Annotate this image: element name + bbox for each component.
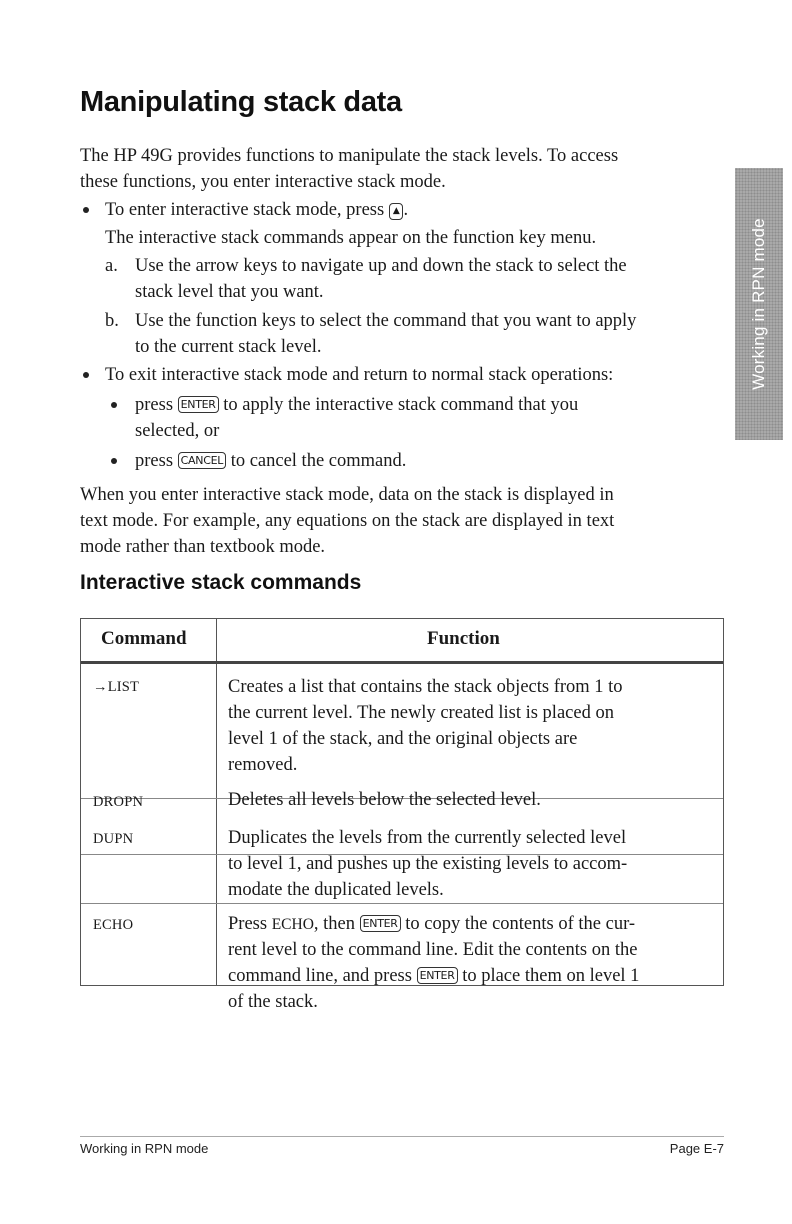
step-a-marker: a. xyxy=(105,256,118,276)
bullet-exit-mode: To exit interactive stack mode and return to normal stack operations: xyxy=(105,365,614,385)
step-b-marker: b. xyxy=(105,311,119,331)
header-function: Function xyxy=(427,628,500,649)
command-dupn: DUPN xyxy=(93,831,134,847)
enter-key-icon: ENTER xyxy=(360,915,401,932)
sub-bullet-enter-post: to apply the interactive stack command that you xyxy=(223,395,579,415)
intro-line-2: these functions, you enter interactive stack mode. xyxy=(80,172,446,192)
header-command: Command xyxy=(101,628,187,649)
section-title: Interactive stack commands xyxy=(80,571,362,594)
cancel-key-icon: CANCEL xyxy=(178,452,226,469)
side-tab xyxy=(735,168,783,440)
menu-note: The interactive stack commands appear on the function key menu. xyxy=(105,228,597,248)
sub-bullet-enter xyxy=(135,392,578,418)
para2-line-3: mode rather than textbook mode. xyxy=(80,537,326,557)
bullet-dot xyxy=(83,207,89,213)
function-line: level 1 of the stack, and the original objects are xyxy=(228,729,578,749)
function-line: to level 1, and pushes up the existing levels to accom- xyxy=(228,854,628,874)
step-b-line-1: Use the function keys to select the command that you want to apply xyxy=(135,311,637,331)
sub-bullet-dot xyxy=(111,458,117,464)
echo-line3-pre: command line, and press xyxy=(228,966,412,986)
side-tab-label: Working in RPN mode xyxy=(749,218,768,390)
echo-line3-post: to place them on level 1 xyxy=(462,966,640,986)
commands-table xyxy=(80,618,724,1012)
function-line xyxy=(228,911,635,938)
echo-inline-command: ECHO xyxy=(271,916,314,933)
echo-line-mid: , then xyxy=(313,914,355,934)
command-dropn: DROPN xyxy=(93,794,144,810)
command-echo: ECHO xyxy=(93,917,134,933)
function-line: of the stack. xyxy=(228,992,318,1012)
para2-line-2: text mode. For example, any equations on the stack are displayed in text xyxy=(80,511,615,531)
header-rule xyxy=(81,661,723,664)
function-line: removed. xyxy=(228,755,298,775)
bullet-enter-mode xyxy=(105,197,408,223)
bullet-dot xyxy=(83,372,89,378)
function-line xyxy=(228,963,639,989)
function-line: the current level. The newly created list is placed on xyxy=(228,703,614,723)
function-line: rent level to the command line. Edit the contents on the xyxy=(228,940,638,960)
sub-bullet-enter-line-2: selected, or xyxy=(135,421,220,441)
function-line: Creates a list that contains the stack objects from 1 to xyxy=(228,677,623,697)
function-line: Deletes all levels below the selected level. xyxy=(228,790,541,810)
sub-bullet-cancel-pre: press xyxy=(135,451,174,471)
intro-line-1: The HP 49G provides functions to manipulate the stack levels. To access xyxy=(80,146,619,166)
page-title: Manipulating stack data xyxy=(80,86,402,118)
enter-key-icon: ENTER xyxy=(417,967,458,984)
command-tolist: →LIST xyxy=(93,679,140,695)
row-divider xyxy=(81,903,723,904)
sub-bullet-enter-pre: press xyxy=(135,395,174,415)
sub-bullet-cancel-post: to cancel the command. xyxy=(230,451,407,471)
echo-line-post: to copy the contents of the cur- xyxy=(405,914,636,934)
footer-chapter: Working in RPN mode xyxy=(80,1141,209,1156)
function-line: Duplicates the levels from the currently selected level xyxy=(228,828,627,848)
footer-rule xyxy=(80,1136,724,1137)
enter-key-icon: ENTER xyxy=(178,396,219,413)
bullet-enter-period: . xyxy=(403,200,409,220)
para2-line-1: When you enter interactive stack mode, data on the stack is displayed in xyxy=(80,485,614,505)
step-a-line-2: stack level that you want. xyxy=(135,282,324,302)
step-b-line-2: to the current stack level. xyxy=(135,337,322,357)
up-arrow-key-icon: ▲ xyxy=(389,203,404,220)
sub-bullet-cancel xyxy=(135,448,406,474)
column-divider xyxy=(216,619,217,985)
sub-bullet-dot xyxy=(111,402,117,408)
echo-line-pre: Press xyxy=(228,914,268,934)
bullet-enter-text: To enter interactive stack mode, press xyxy=(105,200,385,220)
function-line: modate the duplicated levels. xyxy=(228,880,444,900)
step-a-line-1: Use the arrow keys to navigate up and down the stack to select the xyxy=(135,256,627,276)
footer-page-number: Page E-7 xyxy=(669,1141,724,1156)
